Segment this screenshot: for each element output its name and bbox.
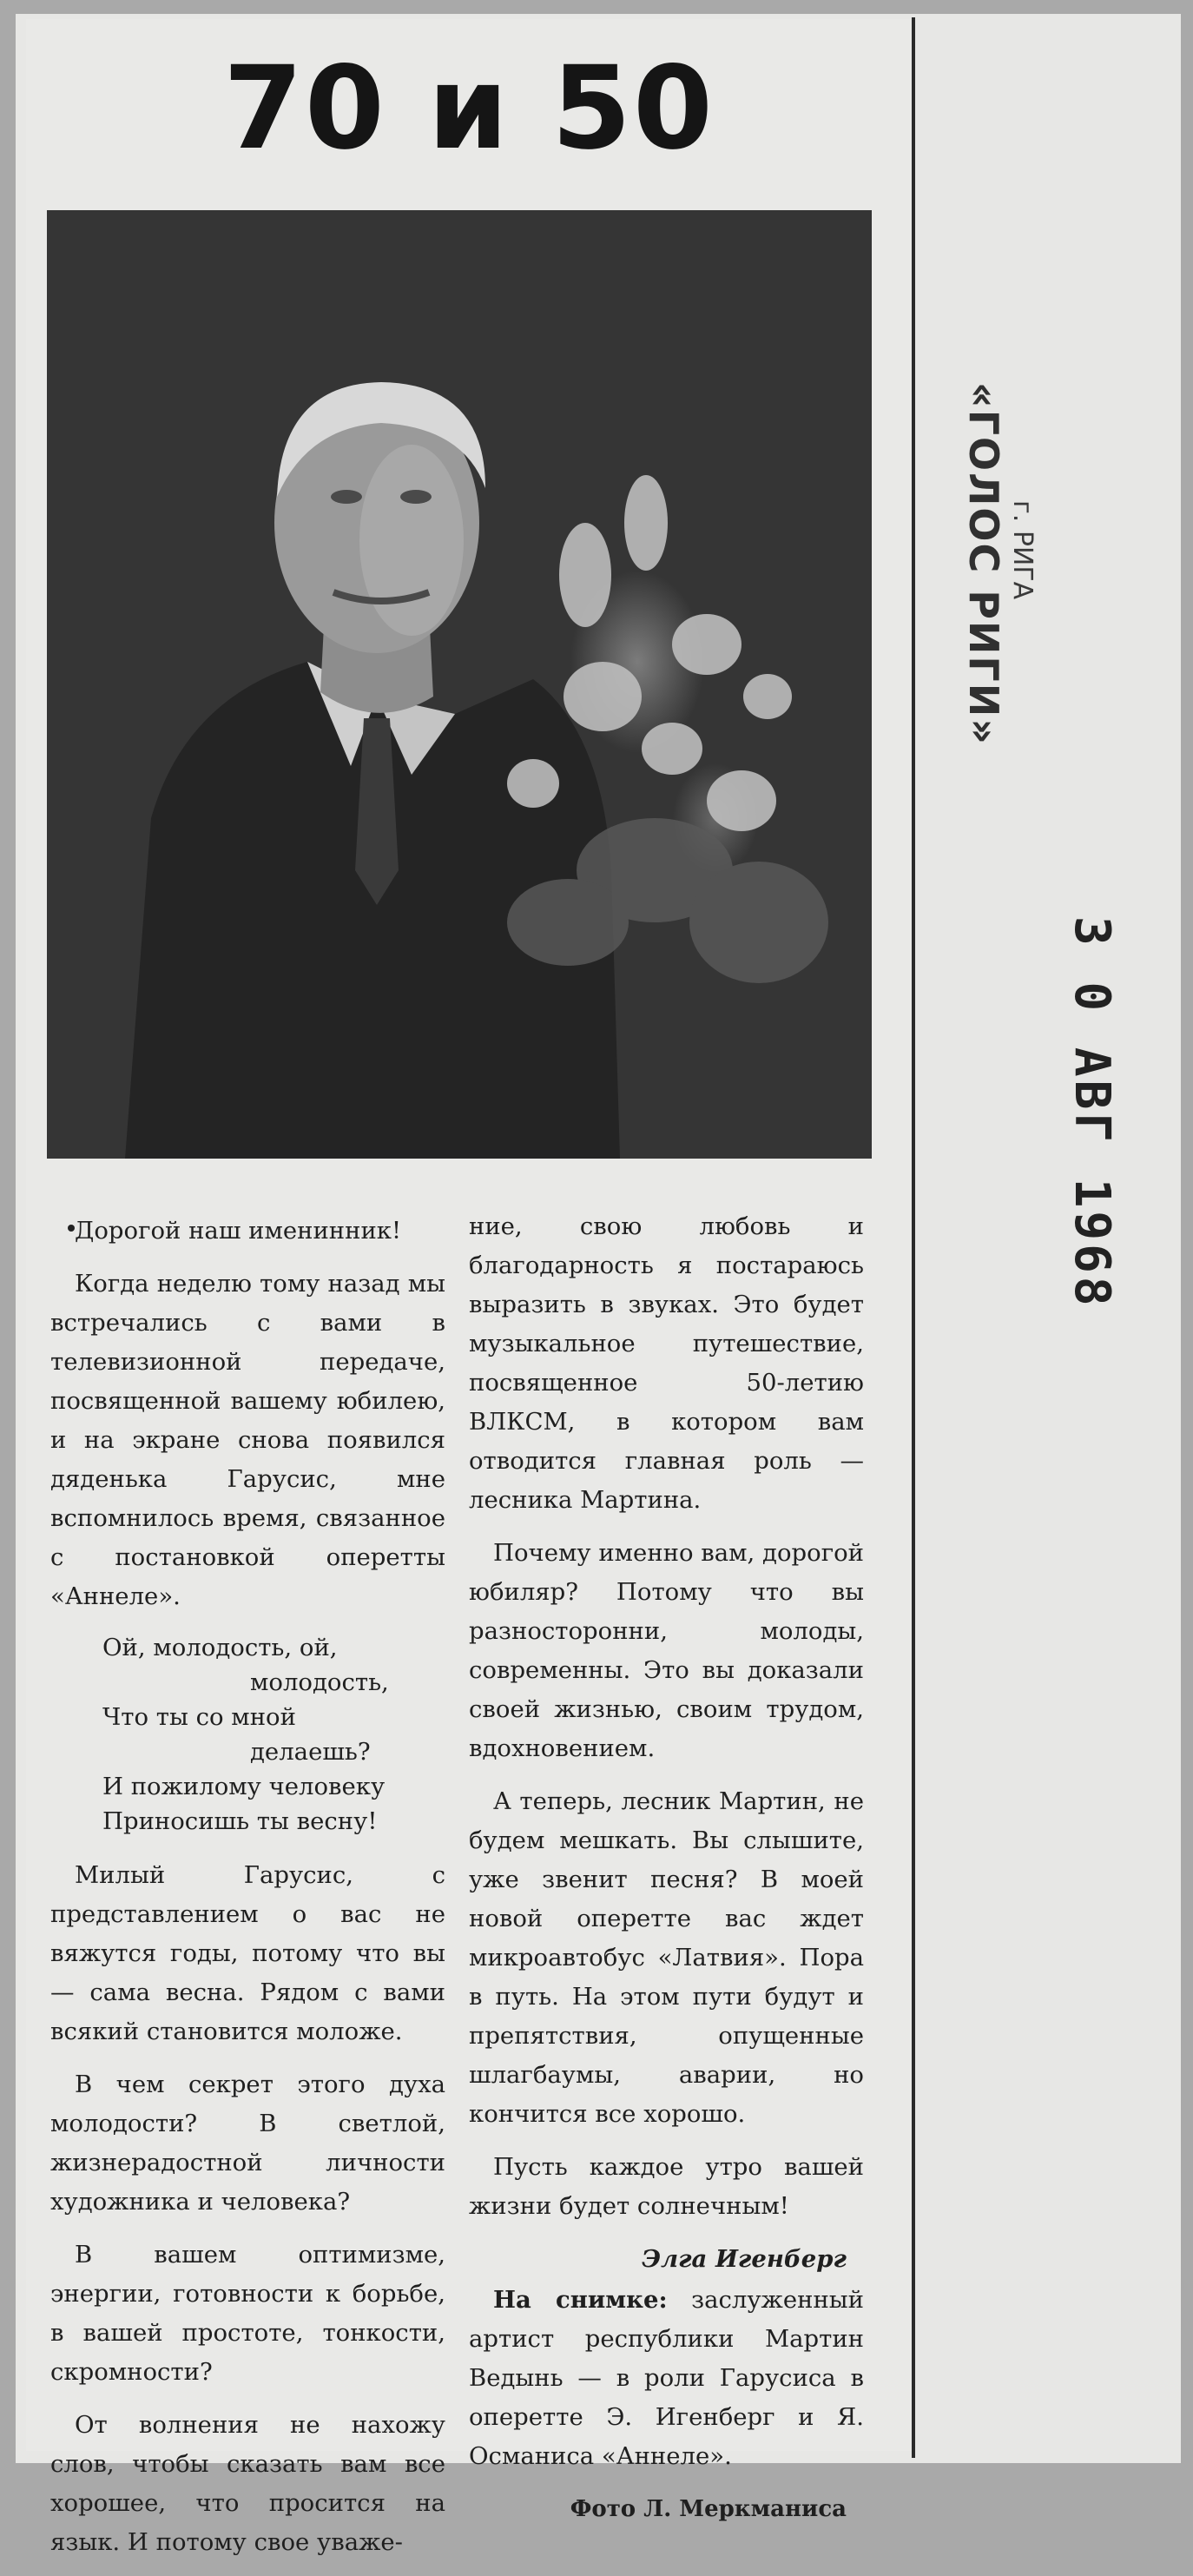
paragraph: Почему именно вам, дорогой юбиляр? Потому что вы разносторонни, молоды, современны. Это вы доказали своей жизнью, своим трудом, вдохновением.: [469, 1539, 864, 1762]
date-stamp: 3 0 АВГ 1968: [1064, 916, 1120, 1310]
clipping-edge-line: [912, 17, 915, 2458]
photo-caption: [469, 2281, 864, 2476]
caption-text: заслуженный артист республики Мартин Ведынь — в роли Гарусиса в оперетте Э. Игенберг и Я. Османиса «Аннеле».: [469, 2286, 864, 2470]
article-column-right: [469, 1207, 864, 2529]
greeting-paragraph: Дорогой наш именинник!: [75, 1217, 402, 1245]
photo-illustration: [47, 210, 872, 1159]
paragraph: ние, свою любовь и благодарность я постараюсь выразить в звуках. Это будет музыкальное путешествие, посвященное 50-летию ВЛКСМ, в котором вам отводится главная роль — лесника Мартина.: [469, 1212, 864, 1514]
portrait-photo: [47, 210, 872, 1159]
newspaper-stamp: «ГОЛОС РИГИ»: [960, 382, 1007, 746]
paragraph: Когда неделю тому назад мы встречались с вами в телевизионной передаче, посвященной вашему юбилею, и на экране снова появился дяденька Гарусис, мне вспомнилось время, связанное с постановкой оперетты «Аннеле».: [50, 1270, 445, 1610]
verse-line: Приносишь ты весну!: [102, 1807, 378, 1835]
verse-line: молодость,: [250, 1668, 389, 1696]
verse-line: И пожилому человеку: [102, 1773, 386, 1800]
paragraph: Пусть каждое утро вашей жизни будет солнечным!: [469, 2153, 864, 2220]
paragraph: Милый Гарусис, с представлением о вас не вяжутся годы, потому что вы — сама весна. Рядом с вами всякий становится моложе.: [50, 1861, 445, 2045]
verse-line: делаешь?: [250, 1738, 371, 1766]
paragraph: В вашем оптимизме, энергии, готовности к борьбе, в вашей простоте, тонкости, скромности?: [50, 2241, 445, 2386]
caption-label: На снимке:: [493, 2286, 668, 2314]
paragraph: А теперь, лесник Мартин, не будем мешкать. Вы слышите, уже звенит песня? В моей новой оперетте вас ждет микроавтобус «Латвия». Пора в путь. На этом пути будут и препятствия, опущенные шлагбаумы, аварии, но кончится все хорошо.: [469, 1787, 864, 2128]
paragraph: От волнения не нахожу слов, чтобы сказать вам все хорошее, что просится на язык. И потому свое уваже-: [50, 2411, 445, 2556]
author-signature: Элга Игенберг: [642, 2245, 847, 2273]
verse-quote: [102, 1630, 445, 1839]
article-column-left: [50, 1212, 445, 2576]
verse-line: Ой, молодость, ой,: [102, 1634, 338, 1661]
photo-credit: Фото Л. Меркманиса: [570, 2496, 847, 2522]
article-title: 70 и 50: [223, 42, 715, 175]
city-stamp: г. РИГА: [1007, 500, 1038, 600]
verse-line: Что ты со мной: [102, 1703, 296, 1731]
paragraph: В чем секрет этого духа молодости? В светлой, жизнерадостной личности художника и человека?: [50, 2071, 445, 2216]
